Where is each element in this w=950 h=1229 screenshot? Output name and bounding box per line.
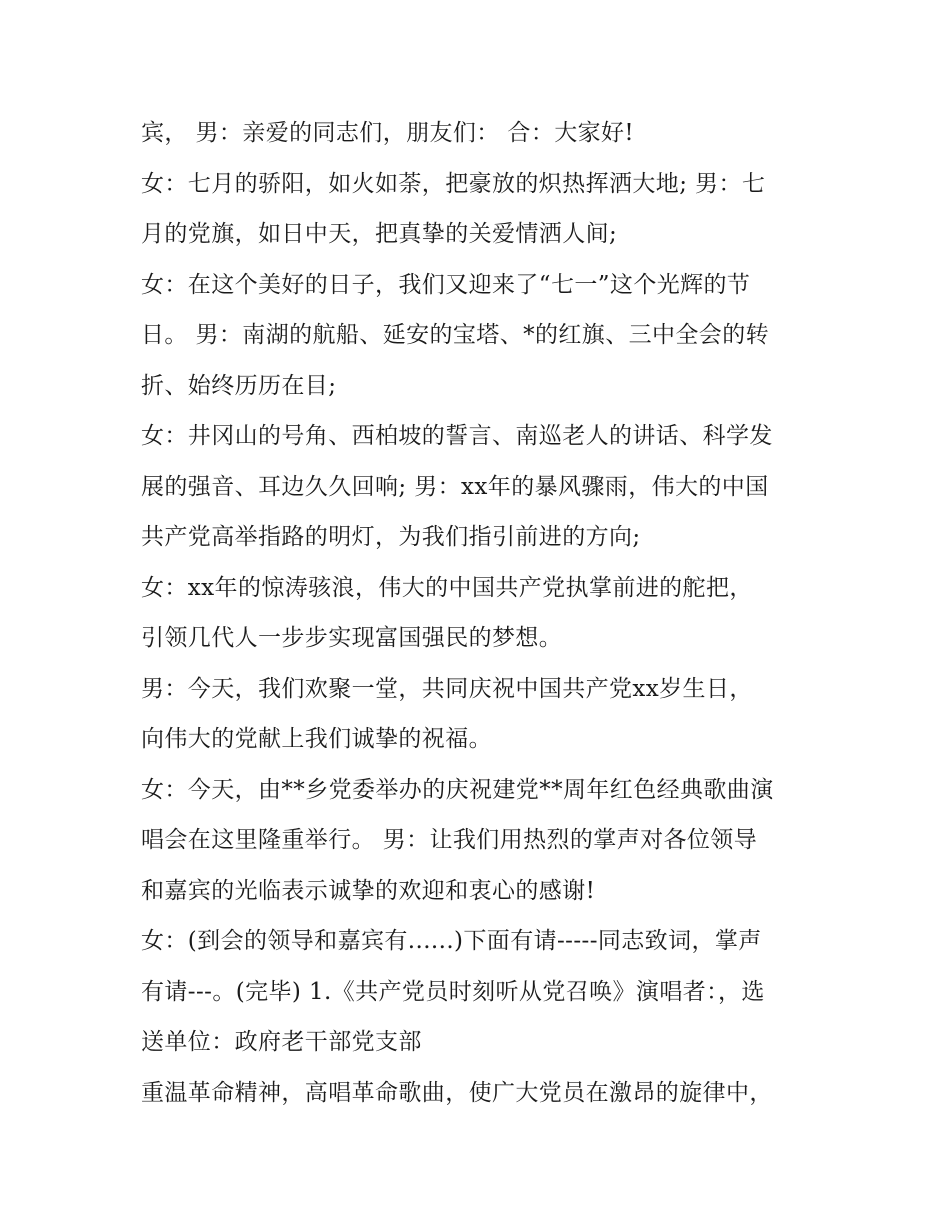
text-line: 共产党高举指路的明灯，为我们指引前进的方向; [141,524,641,550]
text-line: 月的党旗，如日中天，把真挚的关爱情洒人间; [141,221,618,247]
text-line: 重温革命精神，高唱革命歌曲，使广大党员在激昂的旋律中， [141,1079,773,1106]
text-line: 和嘉宾的光临表示诚挚的欢迎和衷心的感谢! [141,877,596,904]
text-line: 送单位：政府老干部党支部 [141,1029,422,1055]
text-line: 折、始终历历在目; [141,372,337,399]
text-line: 宾， 男：亲爱的同志们，朋友们： 合：大家好! [141,120,635,146]
text-line: 女：在这个美好的日子，我们又迎来了“七一”这个光辉的节 [141,271,751,298]
text-line: 女：今天，由**乡党委举办的庆祝建党**周年红色经典歌曲演 [141,776,774,803]
text-line: 唱会在这里隆重举行。 男：让我们用热烈的掌声对各位领导 [141,827,758,853]
text-line: 有请---。(完毕) 1.《共产党员时刻听从党召唤》演唱者：，选 [141,978,765,1005]
text-line: 日。 男：南湖的航船、延安的宝塔、*的红旗、三中全会的转 [141,322,770,348]
text-line: 向伟大的党献上我们诚挚的祝福。 [141,726,492,752]
text-line: 引领几代人一步步实现富国强民的梦想。 [141,625,563,651]
text-line: 女：(到会的领导和嘉宾有......)下面有请-----同志致词，掌声 [141,928,762,954]
document-body [141,108,831,1118]
text-line: 女：七月的骄阳，如火如荼，把豪放的炽热挥洒大地; 男：七 [141,170,766,197]
text-line: 女：井冈山的号角、西柏坡的誓言、南巡老人的讲话、科学发 [141,423,773,449]
text-line: 女：xx年的惊涛骇浪，伟大的中国共产党执掌前进的舵把， [141,574,753,601]
text-line: 男：今天，我们欢聚一堂，共同庆祝中国共产党xx岁生日， [141,675,753,702]
text-line: 展的强音、耳边久久回响; 男：xx年的暴风骤雨，伟大的中国 [141,473,769,500]
